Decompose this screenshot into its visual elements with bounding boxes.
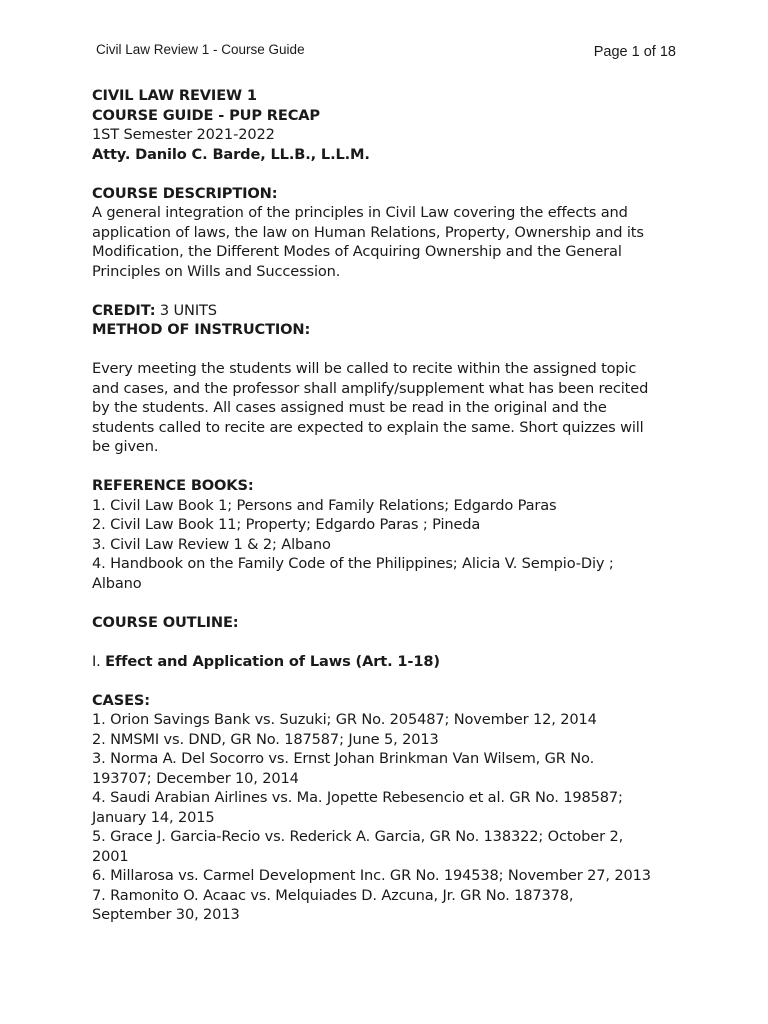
credit-line [92,301,682,321]
case-line: 2001 [92,847,129,865]
course-description-line: Principles on Wills and Succession. [92,262,341,280]
method-line: Every meeting the students will be called to recite within the assigned topic [92,360,637,377]
method-line: and cases, and the professor shall amplify/supplement what has been recited [92,379,649,397]
method-heading: METHOD OF INSTRUCTION: [92,321,311,338]
course-description-line: application of laws, the law on Human Relations, Property, Ownership and its [92,223,644,241]
outline-item [92,652,682,672]
method-line: be given. [92,438,159,455]
case-line: 6. Millarosa vs. Carmel Development Inc. GR No. 194538; November 27, 2013 [92,867,651,884]
case-line: 3. Norma A. Del Socorro vs. Ernst Johan Brinkman Van Wilsem, GR No. [92,750,595,767]
reference-line: 4. Handbook on the Family Code of the Philippines; Alicia V. Sempio-Diy ; [92,555,614,572]
page-header [96,42,676,64]
page-number: Page 1 of 18 [593,44,676,60]
course-description-line: Modification, the Different Modes of Acquiring Ownership and the General [92,243,622,260]
method-line: by the students. All cases assigned must be read in the original and the [92,399,607,416]
case-line: 2. NMSMI vs. DND, GR No. 187587; June 5, 2013 [92,730,439,748]
outline-heading: COURSE OUTLINE: [92,613,239,631]
case-line: September 30, 2013 [92,906,240,923]
outline-item-number: I. [92,652,106,670]
reference-line: 1. Civil Law Book 1; Persons and Family Relations; Edgardo Paras [92,496,557,514]
credit-value: 3 UNITS [155,301,217,319]
method-line: students called to recite are expected to explain the same. Short quizzes will [92,418,644,436]
document-body [92,86,682,925]
credit-label: CREDIT: [92,301,156,319]
semester-line: 1ST Semester 2021-2022 [92,126,275,143]
reference-line: 2. Civil Law Book 11; Property; Edgardo Paras ; Pineda [92,516,481,533]
reference-heading: REFERENCE BOOKS: [92,477,254,494]
case-line: 7. Ramonito O. Acaac vs. Melquiades D. Azcuna, Jr. GR No. 187378, [92,886,574,904]
header-title: Civil Law Review 1 - Course Guide [96,42,305,57]
reference-line: 3. Civil Law Review 1 & 2; Albano [92,535,331,553]
reference-line: Albano [92,574,142,592]
case-line: January 14, 2015 [92,808,215,826]
case-line: 5. Grace J. Garcia-Recio vs. Rederick A. Garcia, GR No. 138322; October 2, [92,828,624,845]
outline-item-title: Effect and Application of Laws (Art. 1-18) [105,652,440,670]
course-title: CIVIL LAW REVIEW 1 [92,87,257,104]
cases-heading: CASES: [92,691,150,709]
case-line: 1. Orion Savings Bank vs. Suzuki; GR No. 205487; November 12, 2014 [92,711,597,728]
course-description-line: A general integration of the principles in Civil Law covering the effects and [92,204,628,221]
instructor-line: Atty. Danilo C. Barde, LL.B., L.L.M. [92,145,370,163]
case-line: 193707; December 10, 2014 [92,769,299,787]
course-subtitle: COURSE GUIDE - PUP RECAP [92,106,320,124]
course-description-heading: COURSE DESCRIPTION: [92,184,278,202]
case-line: 4. Saudi Arabian Airlines vs. Ma. Jopette Rebesencio et al. GR No. 198587; [92,789,623,806]
